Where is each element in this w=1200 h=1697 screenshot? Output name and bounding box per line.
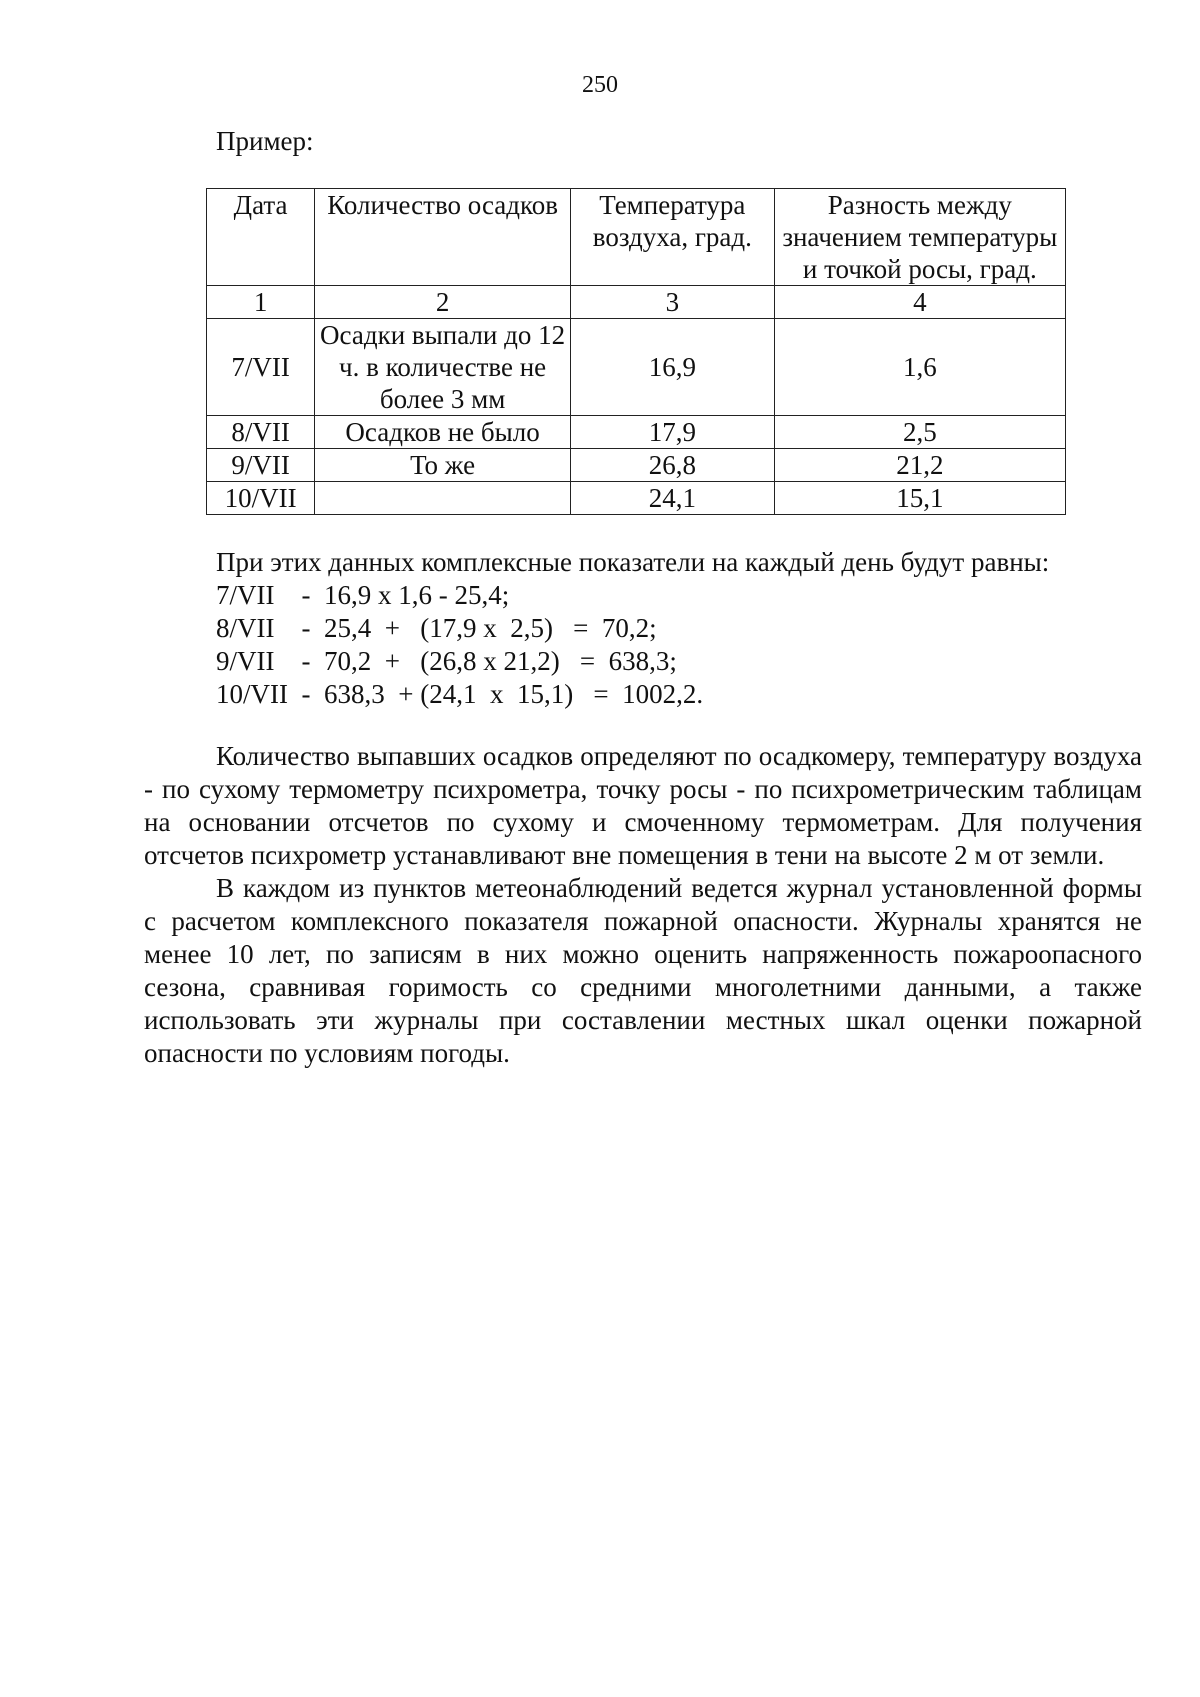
precipitation-cell: Осадки выпали до 12 ч. в количестве не более 3 мм <box>315 319 571 416</box>
paragraph: Количество выпавших осадков определяют по осадкомеру, температуру воздуха - по сухому термометру психрометра, точку росы - по психрометрическим таблицам на основании отсчетов по сухому и смоченному термометрам. Для получения отсчетов психрометр устанавливают вне помещения в тени на высоте 2 м от земли. <box>144 741 1142 870</box>
calculation-line: 10/VII - 638,3 + (24,1 х 15,1) = 1002,2. <box>216 679 704 709</box>
date-cell: 10/VII <box>207 482 315 515</box>
header-precipitation: Количество осадков <box>315 189 571 286</box>
temperature-cell: 26,8 <box>571 449 775 482</box>
dewpoint-difference-cell: 1,6 <box>774 319 1065 416</box>
dewpoint-difference-cell: 15,1 <box>774 482 1065 515</box>
temperature-cell: 17,9 <box>571 416 775 449</box>
precipitation-cell: То же <box>315 449 571 482</box>
column-number-cell: 3 <box>571 286 775 319</box>
paragraph: В каждом из пунктов метеонаблюдений ведется журнал установленной формы с расчетом комплексного показателя пожарной опасности. Журналы хранятся не менее 10 лет, по записям в них можно оценить напряженность пожароопасного сезона, сравнивая горимость со средними многолетними данными, а также использовать эти журналы при составлении местных шкал оценки пожарной опасности по условиям погоды. <box>144 873 1142 1068</box>
temperature-cell: 16,9 <box>571 319 775 416</box>
header-date: Дата <box>207 189 315 286</box>
table-row <box>207 319 1066 416</box>
date-cell: 7/VII <box>207 319 315 416</box>
calculation-line: 9/VII - 70,2 + (26,8 х 21,2) = 638,3; <box>216 646 677 676</box>
date-cell: 8/VII <box>207 416 315 449</box>
header-dewpoint-difference: Разность между значением температуры и точкой росы, град. <box>774 189 1065 286</box>
dewpoint-difference-cell: 21,2 <box>774 449 1065 482</box>
temperature-cell: 24,1 <box>571 482 775 515</box>
column-number-row <box>207 286 1066 319</box>
calculation-block <box>216 546 1049 711</box>
table-row <box>207 416 1066 449</box>
table-row <box>207 449 1066 482</box>
dewpoint-difference-cell: 2,5 <box>774 416 1065 449</box>
column-number-cell: 2 <box>315 286 571 319</box>
calculation-intro: При этих данных комплексные показатели на каждый день будут равны: <box>216 547 1050 577</box>
column-number-cell: 4 <box>774 286 1065 319</box>
page-number: 250 <box>582 72 618 98</box>
header-temperature: Температура воздуха, град. <box>571 189 775 286</box>
date-cell: 9/VII <box>207 449 315 482</box>
column-number-cell: 1 <box>207 286 315 319</box>
calculation-line: 7/VII - 16,9 х 1,6 - 25,4; <box>216 580 510 610</box>
body-text <box>144 740 1142 1070</box>
precipitation-cell: Осадков не было <box>315 416 571 449</box>
table-header-row <box>207 189 1066 286</box>
precipitation-cell <box>315 482 571 515</box>
table-row <box>207 482 1066 515</box>
weather-data-table <box>206 188 1066 515</box>
example-label: Пример: <box>216 126 314 156</box>
calculation-line: 8/VII - 25,4 + (17,9 х 2,5) = 70,2; <box>216 613 657 643</box>
